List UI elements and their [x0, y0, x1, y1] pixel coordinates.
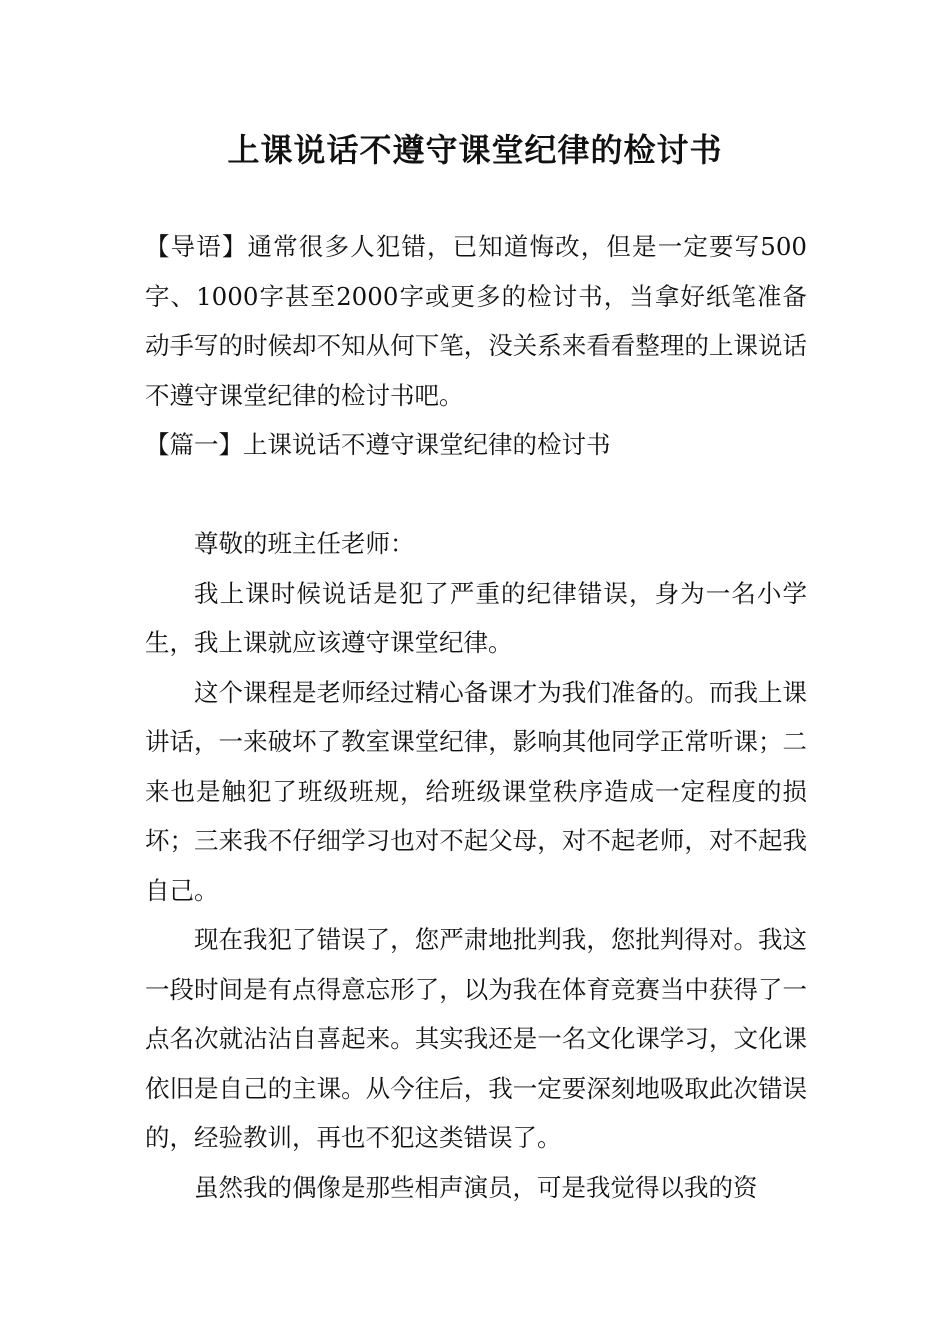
body-paragraph: 我上课时候说话是犯了严重的纪律错误，身为一名小学生，我上课就应该遵守课堂纪律。 [145, 578, 807, 657]
body-paragraph: 这个课程是老师经过精心备课才为我们准备的。而我上课讲话，一来破坏了教室课堂纪律，影响其他同学正常听课；二来也是触犯了班级班规，给班级课堂秩序造成一定程度的损坏；三来我不仔细学习也对不起父母，对不起老师，对不起我自己。 [145, 677, 807, 905]
blank-line [145, 470, 807, 520]
document-title: 上课说话不遵守课堂纪律的检讨书 [227, 131, 723, 169]
body-paragraph: 虽然我的偶像是那些相声演员，可是我觉得以我的资 [194, 1172, 758, 1202]
body-paragraph: 现在我犯了错误了，您严肃地批判我，您批判得对。我这一段时间是有点得意忘形了，以为我在体育竞赛当中获得了一点名次就沾沾自喜起来。其实我还是一名文化课学习，文化课依旧是自己的主课。从今往后，我一定要深刻地吸取此次错误的，经验教训，再也不犯这类错误了。 [145, 925, 807, 1152]
intro-paragraph: 【导语】通常很多人犯错，已知道悔改，但是一定要写500字、1000字甚至2000字或更多的检讨书，当拿好纸笔准备动手写的时候却不知从何下笔，没关系来看看整理的上课说话不遵守课堂纪律的检讨书吧。 [145, 232, 807, 410]
section-heading: 【篇一】上课说话不遵守课堂纪律的检讨书 [145, 430, 611, 459]
salutation: 尊敬的班主任老师： [194, 529, 415, 558]
document-body [145, 222, 807, 1212]
